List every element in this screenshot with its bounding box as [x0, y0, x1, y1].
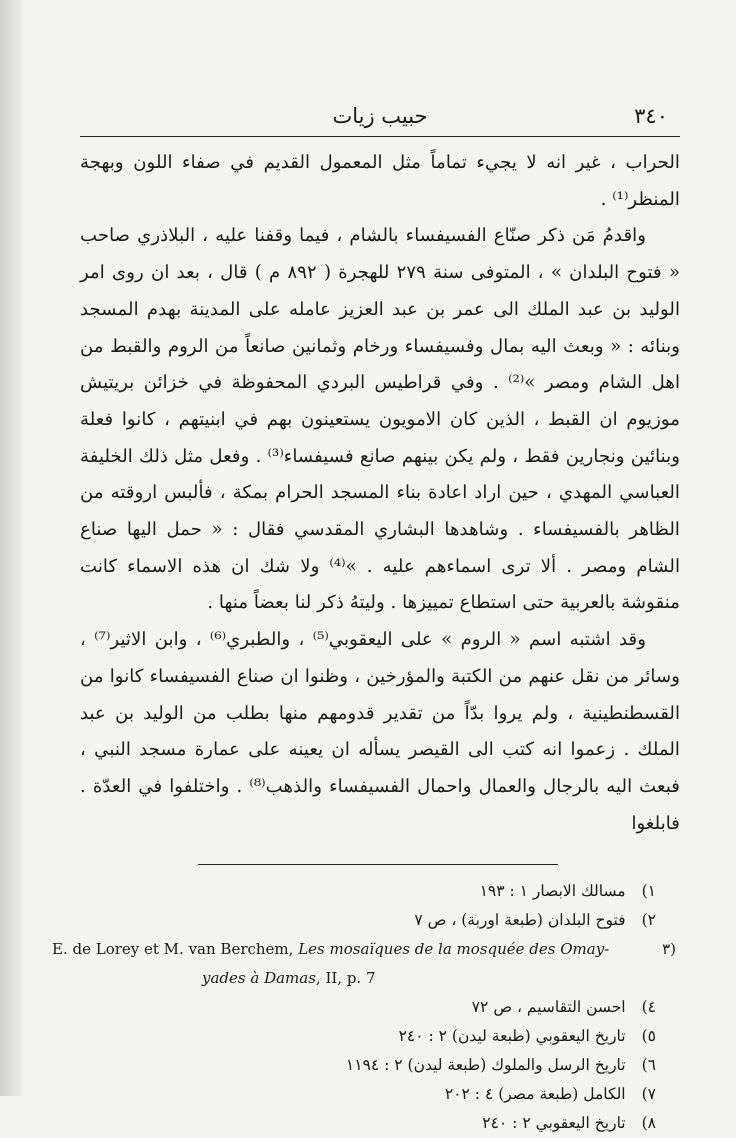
footnote-text-volume: , II, p. 7	[315, 969, 376, 988]
footnote-number: ٢)	[641, 911, 656, 930]
footnote-number: ١)	[641, 882, 656, 901]
footnote-text: الكامل (طبعة مصر) ٤ : ٢٠٢	[444, 1085, 626, 1104]
footnotes	[52, 877, 680, 1138]
footnote-number: ٨)	[641, 1114, 656, 1133]
footnote-text: فتوح البلدان (طبعة اوربة) ، ص ٧	[414, 911, 626, 930]
footnote-7	[80, 1080, 680, 1109]
footnote-text: احسن التقاسيم ، ص ٧٢	[471, 998, 626, 1017]
page-number: ٣٤٠	[634, 104, 668, 128]
page-header	[80, 100, 680, 137]
body-text	[80, 145, 680, 842]
running-title: حبيب زيات	[332, 104, 428, 128]
footnote-text-title: Les mosaïques de la mosquée des Omay-	[298, 940, 610, 959]
footnote-text-title-cont: yades à Damas	[202, 969, 316, 988]
footnote-4	[80, 993, 680, 1022]
footnote-text: تاريخ الرسل والملوك (طبعة ليدن) ٢ : ١١٩٤	[345, 1056, 626, 1075]
paragraph-2: واقدمُ مَن ذكر صنّاع الفسيفساء بالشام ، فيما وقفنا عليه ، البلاذري صاحب « فتوح البلدان » ، المتوفى سنة ٢٧٩ للهجرة ( ٨٩٢ م ) قال ، بعد ان روى امر الوليد بن عبد الملك الى عمر بن عبد العزيز عامله على المدينة بهدم المسجد وبنائه : « وبعث اليه بمال وفسيفساء ورخام وثمانين صانعاً من الروم والقبط من اهل الشام ومصر »⁽²⁾ . وفي قراطيس البردي المحفوظة في خزائن بريتيش موزيوم ان القبط ، الذين كان الامويون يستعينون بهم في ابنيتهم ، كانوا فعلة وبنائين ونجارين فقط ، ولم يكن بينهم صانع فسيفساء⁽³⁾ . وفعل مثل ذلك الخليفة العباسي المهدي ، حين اراد اعادة بناء المسجد الحرام بمكة ، فألبس اروقته من الظاهر بالفسيفساء . وشاهدها البشاري المقدسي فقال : « حمل اليها صناع الشام ومصر . ألا ترى اسماءهم عليه . »⁽⁴⁾ ولا شك ان هذه الاسماء كانت منقوشة بالعربية حتى استطاع تمييزها . وليتهُ ذكر لنا بعضاً منها .	[80, 225, 681, 614]
footnote-8	[80, 1109, 680, 1138]
paragraph-1: الحراب ، غير انه لا يجيء تماماً مثل المعمول القديم في صفاء اللون وبهجة المنظر⁽¹⁾ .	[80, 152, 680, 210]
footnote-3-continuation	[52, 964, 676, 993]
footnote-number: ٥)	[641, 1027, 656, 1046]
footnote-3	[52, 935, 680, 993]
footnote-5	[80, 1022, 680, 1051]
footnote-number: ٣)	[662, 940, 676, 959]
footnote-2	[80, 906, 680, 935]
footnote-text-author: E. de Lorey et M. van Berchem,	[52, 940, 299, 959]
footnote-number: ٤)	[641, 998, 656, 1017]
footnote-number: ٦)	[641, 1056, 656, 1075]
footnote-text: تاريخ اليعقوبي ٢ : ٢٤٠	[482, 1114, 626, 1133]
footnote-6	[80, 1051, 680, 1080]
footnote-number: ٧)	[641, 1085, 656, 1104]
footnote-separator	[198, 864, 558, 865]
footnote-1	[80, 877, 680, 906]
page-edge-shadow	[0, 0, 22, 1096]
book-page	[52, 100, 681, 1138]
footnote-text: مسالك الابصار ١ : ١٩٣	[479, 882, 626, 901]
paragraph-3: وقد اشتبه اسم « الروم » على اليعقوبي⁽⁵⁾ ، والطبري⁽⁶⁾ ، وابن الاثير⁽⁷⁾ ، وسائر من نقل عنهم من الكتبة والمؤرخين ، وظنوا ان صناع الفسيفساء كانوا من القسطنطينية ، ولم يروا بدّاً من تقدير قدومهم منها بطلب من الوليد بن عبد الملك . زعموا انه كتب الى القيصر يسأله ان يعينه على عمارة مسجد النبي ، فبعث اليه بالرجال والعمال واحمال الفسيفساء والذهب⁽⁸⁾ . واختلفوا في العدّة . فابلغوا	[80, 629, 680, 834]
footnote-text: تاريخ اليعقوبي (طبعة ليدن) ٢ : ٢٤٠	[398, 1027, 626, 1046]
